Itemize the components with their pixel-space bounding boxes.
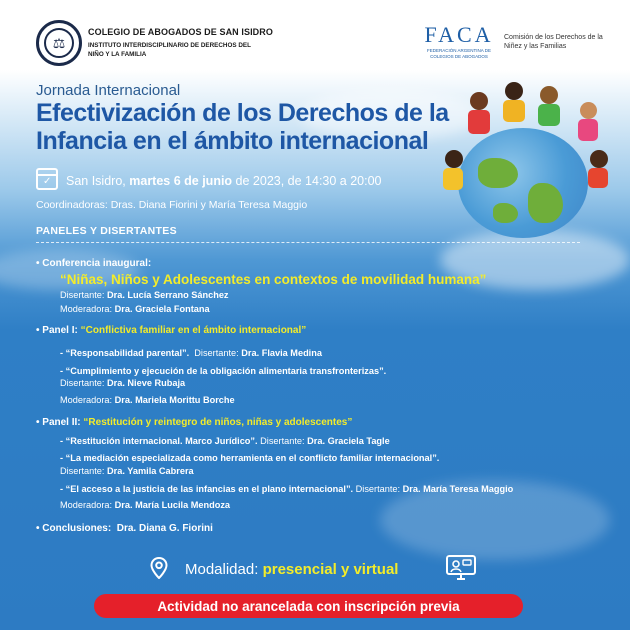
conferencia-speaker — [60, 290, 229, 300]
panel2-item2-speaker — [60, 466, 194, 476]
event-place: San Isidro, — [66, 174, 126, 188]
modalidad — [185, 561, 398, 578]
panel1-item2-speaker — [60, 378, 185, 388]
moderator-label: Moderadora: — [60, 395, 113, 405]
panel2-heading — [36, 417, 352, 428]
speaker-label: Disertante: — [60, 378, 105, 388]
speaker-label: Disertante: — [260, 436, 305, 446]
conclusiones-speaker: Dra. Diana G. Fiorini — [116, 523, 213, 534]
moderator-label: Moderadora: — [60, 500, 113, 510]
speaker-name: Dra. Flavia Medina — [241, 348, 322, 358]
event-date — [66, 174, 382, 188]
panel2-item1 — [60, 436, 390, 446]
faca-logo — [423, 22, 495, 60]
faca-letters: FACA — [424, 22, 494, 47]
speaker-name: Dra. Yamila Cabrera — [107, 466, 194, 476]
conferencia-moderator — [60, 304, 210, 314]
speaker-label: Disertante: — [194, 348, 239, 358]
speaker-name: Dra. Lucía Serrano Sánchez — [107, 290, 229, 300]
talk-title: - “Restitución internacional. Marco Jurídico”. — [60, 436, 258, 446]
moderator-name: Dra. Mariela Morittu Borche — [114, 395, 235, 405]
panel1-moderator — [60, 395, 235, 405]
conferencia-label: • Conferencia inaugural: — [36, 258, 152, 269]
location-pin-icon — [150, 557, 168, 579]
modalidad-label: Modalidad: — [185, 561, 259, 578]
speaker-name: Dra. Nieve Rubaja — [107, 378, 186, 388]
colegio-seal-icon: ⚖ — [36, 20, 82, 66]
comision-name: Comisión de los Derechos de la Niñez y las Familias — [504, 34, 603, 50]
conclusiones — [36, 523, 213, 534]
panel1-heading — [36, 325, 306, 336]
panel2-item3 — [60, 484, 513, 494]
event-type: Jornada Internacional — [36, 82, 181, 99]
conclusiones-label: • Conclusiones: — [36, 523, 112, 534]
speaker-name: Dra. María Teresa Maggio — [402, 484, 514, 494]
program-heading: PANELES Y DISERTANTES — [36, 225, 177, 237]
talk-title: - “El acceso a la justicia de las infancias en el plano internacional”. — [60, 484, 354, 494]
event-time: de 2023, de 14:30 a 20:00 — [235, 174, 382, 188]
colegio-name: COLEGIO DE ABOGADOS DE SAN ISIDRO — [88, 27, 273, 37]
moderator-name: Dra. María Lucila Mendoza — [114, 500, 231, 510]
header-bar — [0, 0, 630, 72]
calendar-check-icon: ✓ — [36, 168, 58, 190]
conferencia-title: “Niñas, Niños y Adolescentes en contextos de movilidad humana” — [60, 272, 487, 287]
section-divider — [36, 242, 580, 243]
video-call-icon — [446, 555, 476, 581]
panel1-item1 — [60, 348, 322, 358]
panel2-item2-title: - “La mediación especializada como herramienta en el conflicto familiar internacional”. — [60, 453, 440, 463]
panel2-label: • Panel II: — [36, 417, 81, 428]
panel2-title: “Restitución y reintegro de niños, niñas y adolescentes” — [83, 417, 353, 428]
moderator-label: Moderadora: — [60, 304, 113, 314]
speaker-label: Disertante: — [60, 466, 105, 476]
speaker-name: Dra. Graciela Tagle — [307, 436, 390, 446]
registration-banner: Actividad no arancelada con inscripción previa — [94, 594, 523, 618]
modalidad-value: presencial y virtual — [262, 561, 399, 578]
colegio-subtitle: INSTITUTO INTERDISCIPLINARIO DE DERECHOS DEL NIÑO Y LA FAMILIA — [88, 42, 251, 58]
coordinators: Coordinadoras: Dras. Diana Fiorini y María Teresa Maggio — [36, 199, 308, 211]
event-title: Efectivización de los Derechos de la Infancia en el ámbito internacional — [36, 99, 449, 155]
speaker-label: Disertante: — [355, 484, 401, 494]
speaker-label: Disertante: — [60, 290, 105, 300]
panel2-moderator — [60, 500, 230, 510]
panel1-title: “Conflictiva familiar en el ámbito internacional” — [80, 325, 307, 336]
talk-title: - “Responsabilidad parental”. — [60, 348, 190, 358]
faca-caption: FEDERACIÓN ARGENTINA DE COLEGIOS DE ABOGADOS — [426, 48, 491, 59]
panel1-label: • Panel I: — [36, 325, 78, 336]
event-day: martes 6 de junio — [129, 174, 233, 188]
panel1-item2-title: - “Cumplimiento y ejecución de la obligación alimentaria transfronterizas”. — [60, 366, 387, 376]
moderator-name: Dra. Graciela Fontana — [114, 304, 210, 314]
